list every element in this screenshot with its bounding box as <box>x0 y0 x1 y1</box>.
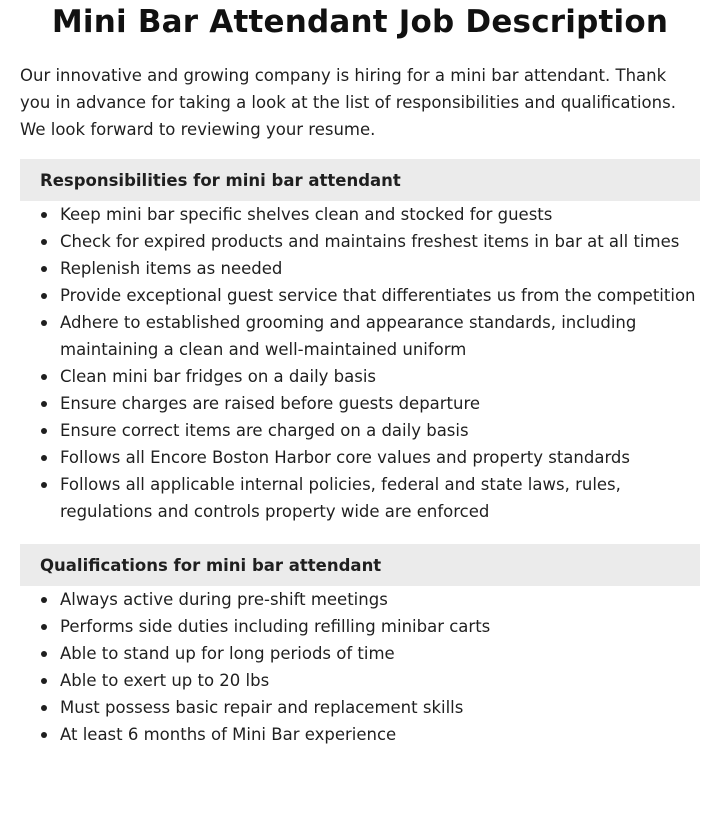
list-item: Follows all Encore Boston Harbor core values and property standards <box>20 444 700 471</box>
list-item: Clean mini bar fridges on a daily basis <box>20 363 700 390</box>
list-item: Adhere to established grooming and appearance standards, including maintaining a clean and well-maintained uniform <box>20 309 700 363</box>
list-item: Replenish items as needed <box>20 255 700 282</box>
responsibilities-header <box>20 159 700 201</box>
qualifications-heading: Qualifications for mini bar attendant <box>40 555 382 575</box>
qualifications-list <box>20 586 700 748</box>
responsibilities-list <box>20 201 700 525</box>
list-item: Able to exert up to 20 lbs <box>20 667 700 694</box>
list-item: Able to stand up for long periods of time <box>20 640 700 667</box>
list-item: Follows all applicable internal policies, federal and state laws, rules, regulations and controls property wide are enforced <box>20 471 700 525</box>
list-item: Performs side duties including refilling minibar carts <box>20 613 700 640</box>
responsibilities-heading: Responsibilities for mini bar attendant <box>40 170 401 190</box>
list-item: Keep mini bar specific shelves clean and stocked for guests <box>20 201 700 228</box>
page-title: Mini Bar Attendant Job Description <box>51 4 669 40</box>
list-item: Ensure charges are raised before guests departure <box>20 390 700 417</box>
list-item: At least 6 months of Mini Bar experience <box>20 721 700 748</box>
list-item: Must possess basic repair and replacement skills <box>20 694 700 721</box>
list-item: Provide exceptional guest service that differentiates us from the competition <box>20 282 700 309</box>
list-item: Check for expired products and maintains freshest items in bar at all times <box>20 228 700 255</box>
list-item: Always active during pre-shift meetings <box>20 586 700 613</box>
qualifications-header <box>20 544 700 586</box>
list-item: Ensure correct items are charged on a daily basis <box>20 417 700 444</box>
intro-paragraph: Our innovative and growing company is hiring for a mini bar attendant. Thank you in advance for taking a look at the list of responsibilities and qualifications. We look forward to reviewing your resume. <box>20 66 676 139</box>
